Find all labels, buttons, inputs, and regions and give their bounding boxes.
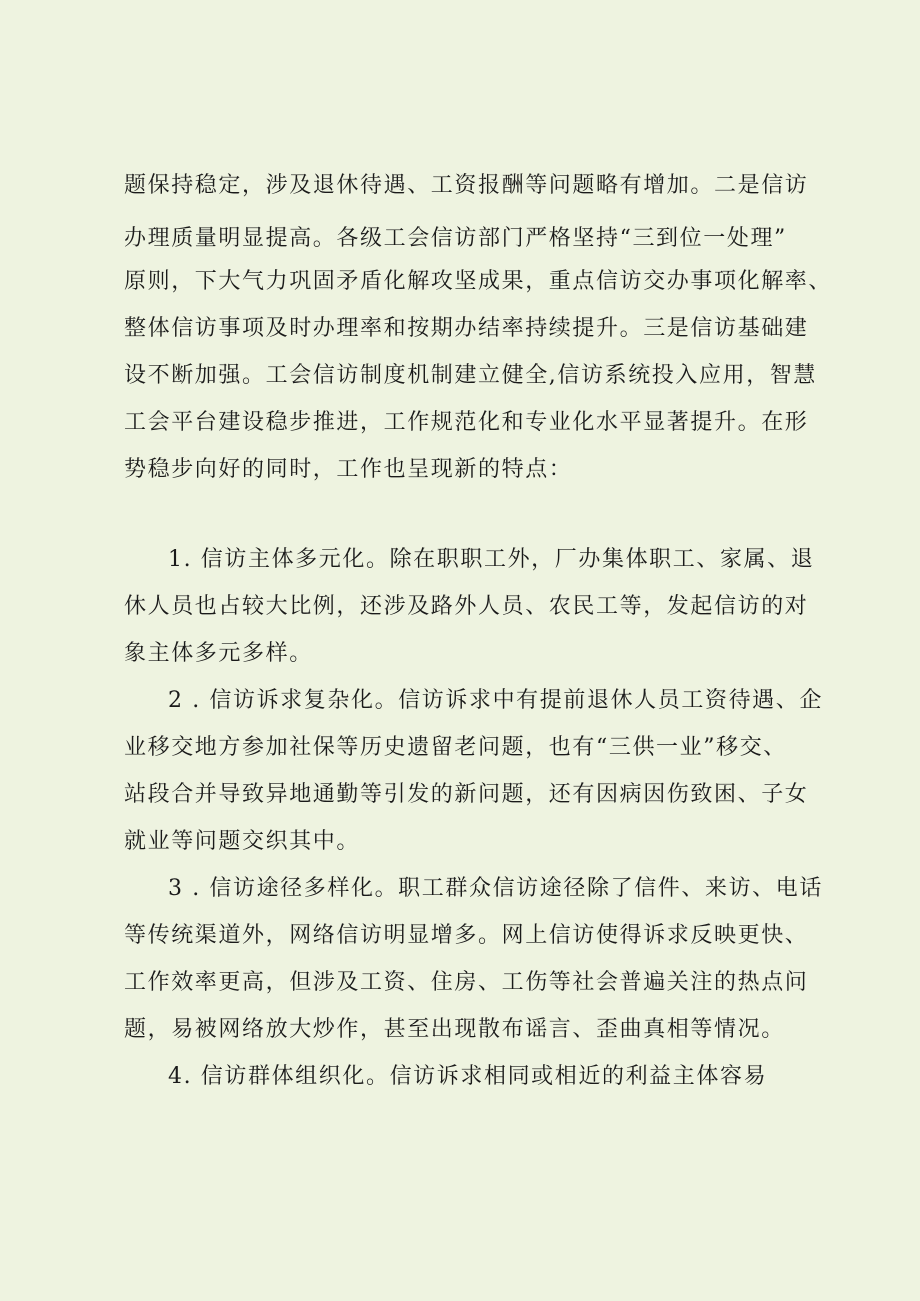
- text-line: 工作效率更高，但涉及工资、住房、工伤等社会普遍关注的热点问: [124, 970, 809, 995]
- text-line: 象主体多元多样。: [124, 641, 313, 666]
- text-line: 原则，下大气力巩固矛盾化解攻坚成果，重点信访交办事项化解率、: [124, 269, 833, 294]
- list-item-heading: 3 . 信访途径多样化。职工群众信访途径除了信件、来访、电话: [168, 876, 823, 901]
- text-line: 设不断加强。工会信访制度机制建立健全,信访系统投入应用，智慧: [124, 363, 817, 388]
- text-line: 题保持稳定，涉及退休待遇、工资报酬等问题略有增加。二是信访: [124, 173, 809, 198]
- text-line: 休人员也占较大比例，还涉及路外人员、农民工等，发起信访的对: [124, 594, 809, 619]
- text-line: 整体信访事项及时办理率和按期办结率持续提升。三是信访基础建: [124, 316, 809, 341]
- text-line: 就业等问题交织其中。: [124, 829, 361, 854]
- text-line: 等传统渠道外，网络信访明显增多。网上信访使得诉求反映更快、: [124, 923, 809, 948]
- list-item-heading: 4. 信访群体组织化。信访诉求相同或相近的利益主体容易: [168, 1064, 768, 1089]
- text-line: 工会平台建设稳步推进，工作规范化和专业化水平显著提升。在形: [124, 410, 809, 435]
- list-item-heading: 1. 信访主体多元化。除在职职工外，厂办集体职工、家属、退: [168, 547, 815, 572]
- text-line: 办理质量明显提高。各级工会信访部门严格坚持“三到位一处理”: [124, 226, 787, 251]
- text-line: 业移交地方参加社保等历史遗留老问题，也有“三供一业”移交、: [124, 735, 787, 760]
- list-item-heading: 2 . 信访诉求复杂化。信访诉求中有提前退休人员工资待遇、企: [168, 688, 823, 713]
- text-line: 题，易被网络放大炒作，甚至出现散布谣言、歪曲真相等情况。: [124, 1017, 785, 1042]
- text-line: 势稳步向好的同时，工作也呈现新的特点：: [124, 457, 573, 482]
- text-line: 站段合并导致异地通勤等引发的新问题，还有因病因伤致困、子女: [124, 782, 809, 807]
